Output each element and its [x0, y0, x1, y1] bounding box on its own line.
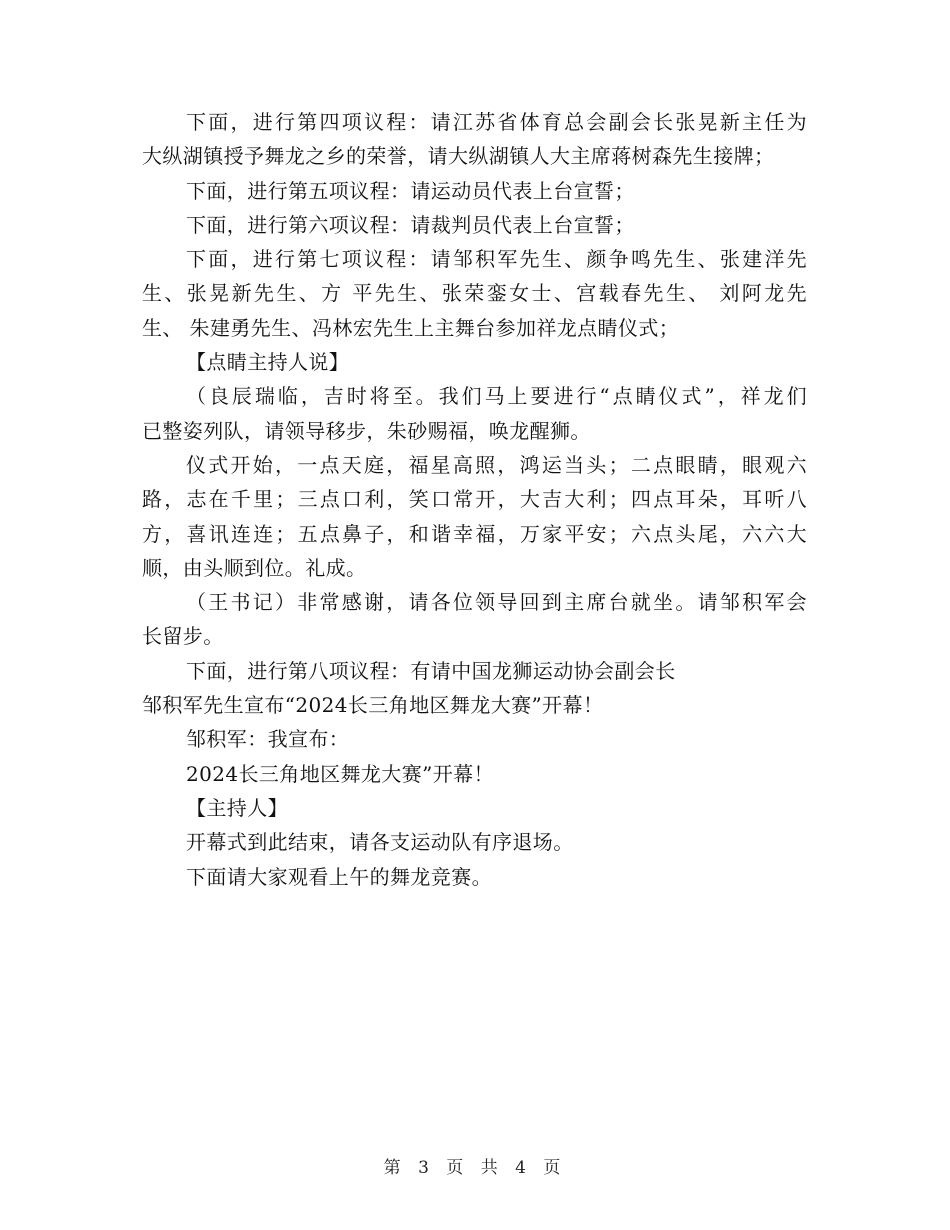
text-line: 生、 朱建勇先生、冯林宏先生上主舞台参加祥龙点睛仪式；	[142, 315, 680, 340]
text-line: 下面，进行第八项议程：有请中国龙狮运动协会副会长	[186, 658, 676, 683]
text-line: 下面请大家观看上午的舞龙竞赛。	[186, 864, 492, 889]
text-line: 长留步。	[142, 624, 224, 649]
text-line: 仪式开始，一点天庭，福星高照，鸿运当头；二点眼睛，眼观六	[186, 452, 807, 477]
text-line: 顺，由头顺到位。礼成。	[142, 555, 367, 580]
text-line: 路，志在千里；三点口利，笑口常开，大吉大利；四点耳朵，耳听八	[142, 487, 807, 512]
text-line: 下面，进行第五项议程：请运动员代表上台宣誓；	[186, 178, 635, 203]
text-line: 下面，进行第四项议程：请江苏省体育总会副会长张晃新主任为	[186, 110, 807, 134]
text-line: 下面，进行第六项议程：请裁判员代表上台宣誓；	[186, 212, 635, 237]
text-line: 生、张晃新先生、方 平先生、张荣銮女士、宫载春先生、 刘阿龙先	[142, 281, 807, 306]
document-body	[142, 105, 807, 894]
text-line: 大纵湖镇授予舞龙之乡的荣誉，请大纵湖镇人大主席蒋树森先生接牌；	[142, 144, 775, 169]
text-line: 下面，进行第七项议程：请邹积军先生、颜争鸣先生、张建洋先	[186, 247, 807, 272]
text-line: 方，喜讯连连；五点鼻子，和谐幸福，万家平安；六点头尾，六六大	[142, 521, 807, 546]
page-footer: 第 3 页 共 4 页	[383, 1158, 567, 1178]
text-line: 已整姿列队，请领导移步，朱砂赐福，唤龙醒狮。	[142, 418, 591, 443]
text-line: 开幕式到此结束，请各支运动队有序退场。	[186, 830, 574, 855]
text-line: 邹积军：我宣布：	[186, 727, 350, 752]
section-heading: 【点睛主持人说】	[186, 350, 350, 375]
section-heading: 【主持人】	[186, 795, 288, 820]
text-line: 2024长三角地区舞龙大赛”开幕！	[186, 761, 494, 786]
text-line: （良辰瑞临，吉时将至。我们马上要进行“点睛仪式”，祥龙们	[186, 384, 807, 409]
text-line: （王书记）非常感谢，请各位领导回到主席台就坐。请邹积军会	[186, 590, 807, 615]
text-line: 邹积军先生宣布“2024长三角地区舞龙大赛”开幕！	[142, 693, 604, 718]
